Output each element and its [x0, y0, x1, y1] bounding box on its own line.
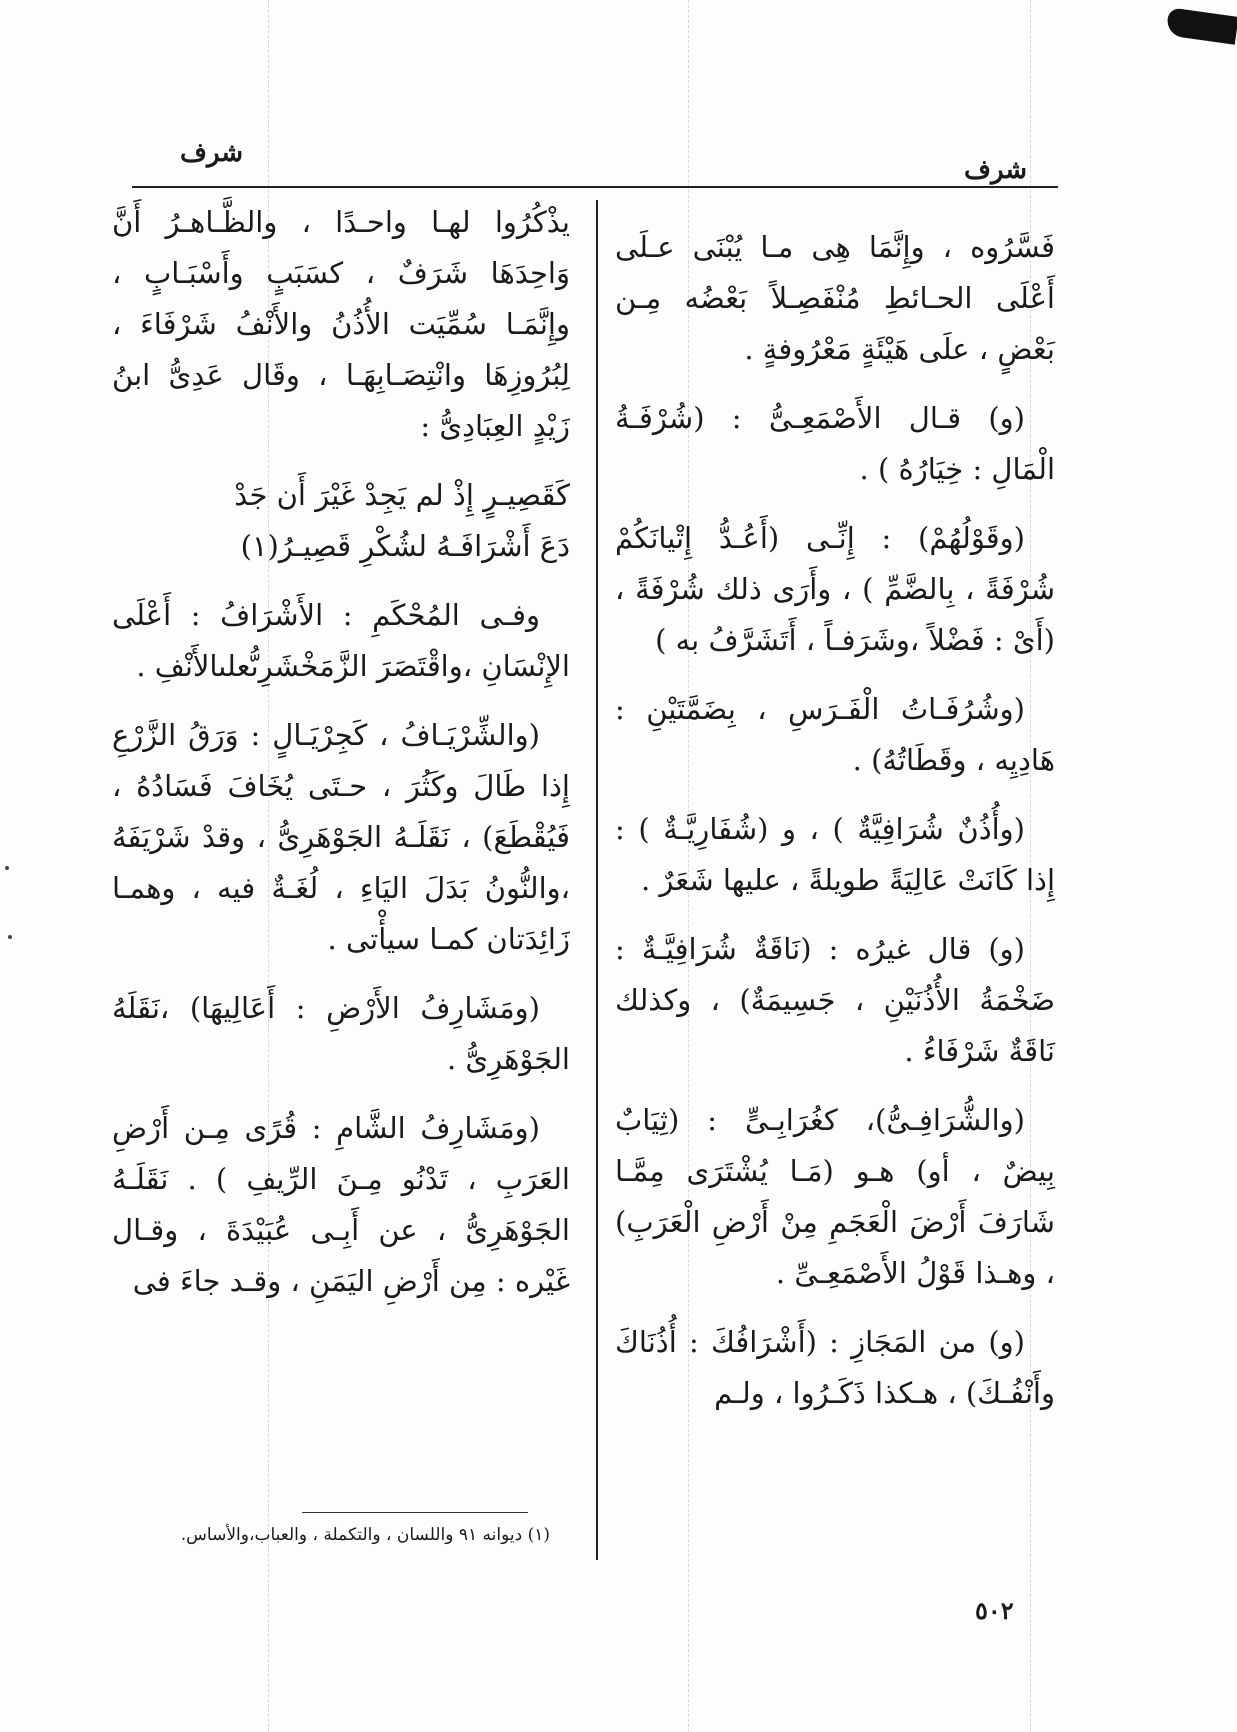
page-number: ٥٠٢: [975, 1596, 1014, 1625]
verse-hemistich-first: كَقَصِيـرٍ إِذْ لم يَجِدْ غَيْرَ أَن جَدْ: [234, 478, 570, 512]
verse-hemistich-second: دَعَ أَشْرَافَـهُ لشُكْرِ قَصِيـرُ(١): [240, 529, 570, 563]
scan-ink-blot: [1165, 7, 1237, 44]
running-header-left: شرف: [180, 138, 244, 168]
column-divider: [596, 200, 598, 1560]
entry-paragraph: فَسَّرُوه ، وإِنَّمَا هِى مـا يُبْنَى عـلَى أَعْلَى الحـائطِ مُنْفَصِـلاً بَعْضُه مِـن بَعْضٍ ، علَى هَيْئَةٍ مَعْرُوفةٍ .: [615, 230, 1055, 366]
header-rule: [132, 186, 1058, 188]
entry-paragraph: (و) من المَجَازِ : (أَشْرَافُكَ : أُذُنَاكَ وأَنْفُـكَ) ، هـكذا ذَكَـرُوا ، ولـم: [615, 1325, 1055, 1410]
entry-paragraph: (و) قال غيرُه : (نَاقَةٌ شُرَافِيَّـةٌ : ضَخْمَةُ الأُذُنَيْنِ ، جَسِيمَةٌ) ، وكذلك نَاقَةٌ شَرْفَاءُ .: [615, 932, 1055, 1068]
right-column: [615, 222, 1055, 1437]
scan-speck: [5, 866, 9, 870]
entry-paragraph: (ومَشَارِفُ الأَرْضِ : أَعَالِيهَا) ،نَقَلَهُ الجَوْهَرِىُّ .: [112, 991, 570, 1076]
entry-paragraph: (وقَوْلُهُمْ) : إِنِّـى (أَعُـدُّ إِتْيانَكُمْ شُرْفَةً ، بِالضَّمِّ ) ، وأَرَى ذلك شُرْفَةً ، (أَىْ : فَضْلاً ،وشَرَفـاً ، أَتَشَرَّفُ به ): [615, 521, 1055, 657]
entry-paragraph: (و) قـال الأَصْمَعِـىُّ : (شُرْفَـةُ الْمَالِ : خِيَارُهُ ) .: [615, 401, 1055, 486]
scan-speck: [8, 935, 12, 939]
left-column: [112, 197, 570, 1325]
running-header-right: شرف: [964, 155, 1028, 185]
entry-paragraph: يذْكُرُوا لهـا واحـدًا ، والظَّـاهـرُ أَنَّ وَاحِدَهَا شَرَفٌ ، كسَبَبٍ وأَسْبَـابٍ ، وإِنَّمَـا سُمِّيَت الأُذُنُ والأَنْفُ شَرْفَاءَ ، لِبُرُوزِهَا وانْتِصَـابِهَـا ، وقَال عَدِىُّ ابنُ زَيْدٍ العِبَادِىُّ :: [112, 205, 570, 443]
poetry-verse: [112, 470, 570, 572]
footnote-rule: [302, 1512, 528, 1513]
entry-paragraph: (وأُذُنٌ شُرَافِيَّةٌ ) ، و (شُفَارِيَّـةٌ ) : إِذا كَانَتْ عَالِيَةً طويلةً ، عليها شَعَرٌ .: [615, 812, 1055, 897]
entry-paragraph: (والشِّرْيَـافُ ، كَجِرْيَـالٍ : وَرَقُ الزَّرْعِ إِذا طَالَ وكَثُرَ ، حـتَى يُخَافَ فَسَادُهُ ، فَيُقْطَعَ) ، نَقَلَـهُ الجَوْهَرِىُّ ، وقدْ شَرْيَفَهُ ،والنُّونُ بَدَلَ اليَاءِ ، لُغَـةٌ فيه ، وهمـا زَائِدَتان كمـا سيأْتى .: [112, 718, 570, 956]
footnote: (١) ديوانه ٩١ واللسان ، والتكملة ، والعباب،والأساس.: [180, 1525, 550, 1545]
entry-paragraph: (وشُرُفَـاتُ الْفَـرَسِ ، بِضَمَّتَيْنِ : هَادِيِه ، وقَطَاتُهُ) .: [615, 692, 1055, 777]
entry-paragraph: (والشُّرَافِـىُّ)، كغُرَابِـىٍّ : (ثِيَابٌ بِيضٌ ، أو) هـو (مَـا يُشْتَرَى مِمَّـا شَارَفَ أَرْضَ الْعَجَمِ مِنْ أَرْضِ الْعَرَبِ) ، وهـذا قَوْلُ الأَصْمَعِـىِّ .: [615, 1103, 1055, 1290]
entry-paragraph: (ومَشَارِفُ الشَّامِ : قُرًى مِـن أَرْضِ العَرَبِ ، تَدْنُو مِـنَ الرِّيفِ ) . نَقَلَـهُ الجَوْهَرِىُّ ، عن أَبِـى عُبَيْدَةَ ، وقـال غَيْره : مِن أَرْضِ اليَمَنِ ، وقـد جاءَ فى: [112, 1111, 570, 1298]
entry-paragraph: وفـى المُحْكَمِ : الأَشْرَافُ : أَعْلَى الإِنْسَانِ ،واقْتَصَرَ الزَّمَخْشَرِىُّعلىالأَنْفِ .: [112, 598, 570, 683]
